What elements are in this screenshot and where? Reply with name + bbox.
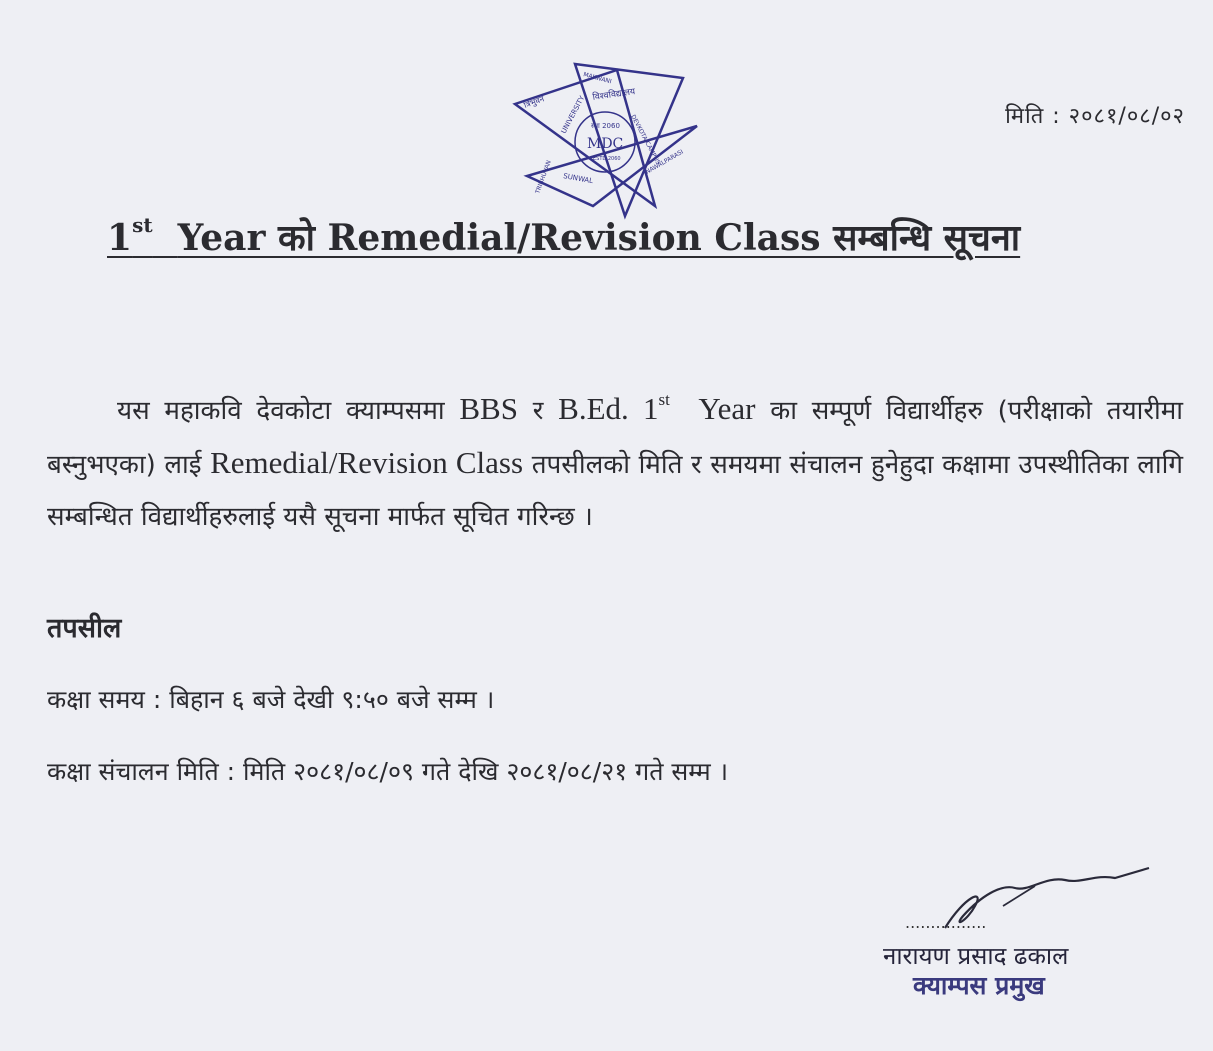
title-year-number: 1 — [107, 217, 133, 259]
campus-logo-icon — [505, 56, 705, 224]
logo-text-tribhuvan-np: त्रिभुवन — [522, 94, 546, 110]
body-class-name: Remedial/Revision Class — [210, 445, 524, 480]
details-heading: तपसील — [47, 613, 122, 644]
logo-text-vishwavidyalaya: विश्वविद्यालय — [592, 87, 636, 103]
signatory-role-stamp: क्याम्पस प्रमुख — [913, 971, 1045, 1000]
body-text-2: र — [532, 396, 544, 426]
logo-text-mdc: MDC — [587, 136, 624, 152]
logo-text-devkota-campus: DEVKOTA CAMPUS — [629, 113, 662, 166]
title-underlined — [107, 213, 1021, 259]
logo-text-makwani: MAKWANI — [582, 71, 613, 86]
logo-text-nawalparasi: NAWALPARASI — [644, 148, 685, 176]
logo-text-tribhuvan: TRIBHUVAN — [534, 159, 553, 195]
signatory-name: नारायण प्रसाद ढकाल — [883, 942, 1069, 970]
logo-text-sunwal: SUNWAL — [562, 172, 594, 186]
title-superscript: st — [132, 213, 153, 237]
body-text-3: का सम्पूर्ण विद्यार्थीहरु (परीक्षाको तयारीमा बस्नुभएका) लाई — [47, 396, 1184, 480]
logo-text-estd-np: स्था 2060 — [591, 122, 620, 130]
body-program-bbs: BBS — [459, 391, 518, 426]
body-text-4: तपसीलको मिति र समयमा संचालन हुनेहुदा कक्षामा उपस्थीतिका लागि सम्बन्धित विद्यार्थीहरुलाई यसै सूचना मार्फत सूचित गरिन्छ । — [47, 450, 1184, 532]
signature-icon — [905, 866, 1155, 936]
notice-date: मिति : २०८१/०८/०२ — [1005, 104, 1185, 129]
notice-body-paragraph — [47, 374, 1183, 543]
signature-dots: ................ — [905, 913, 987, 932]
notice-title — [107, 212, 1127, 261]
class-time-line: कक्षा समय : बिहान ६ बजे देखी ९:५० बजे सम्म । — [47, 685, 495, 714]
logo-text-university: UNIVERSITY — [559, 94, 587, 135]
logo-text-estd: ESTD 2060 — [593, 156, 621, 162]
class-date-line: कक्षा संचालन मिति : मिति २०८१/०८/०९ गते देखि २०८१/०८/२१ गते सम्म । — [47, 757, 729, 786]
body-text-1: यस महाकवि देवकोटा क्याम्पसमा — [117, 396, 445, 426]
body-program-bed: B.Ed. 1st Year — [558, 390, 756, 426]
title-text: Year को Remedial/Revision Class सम्बन्धि सूचना — [177, 217, 1021, 259]
